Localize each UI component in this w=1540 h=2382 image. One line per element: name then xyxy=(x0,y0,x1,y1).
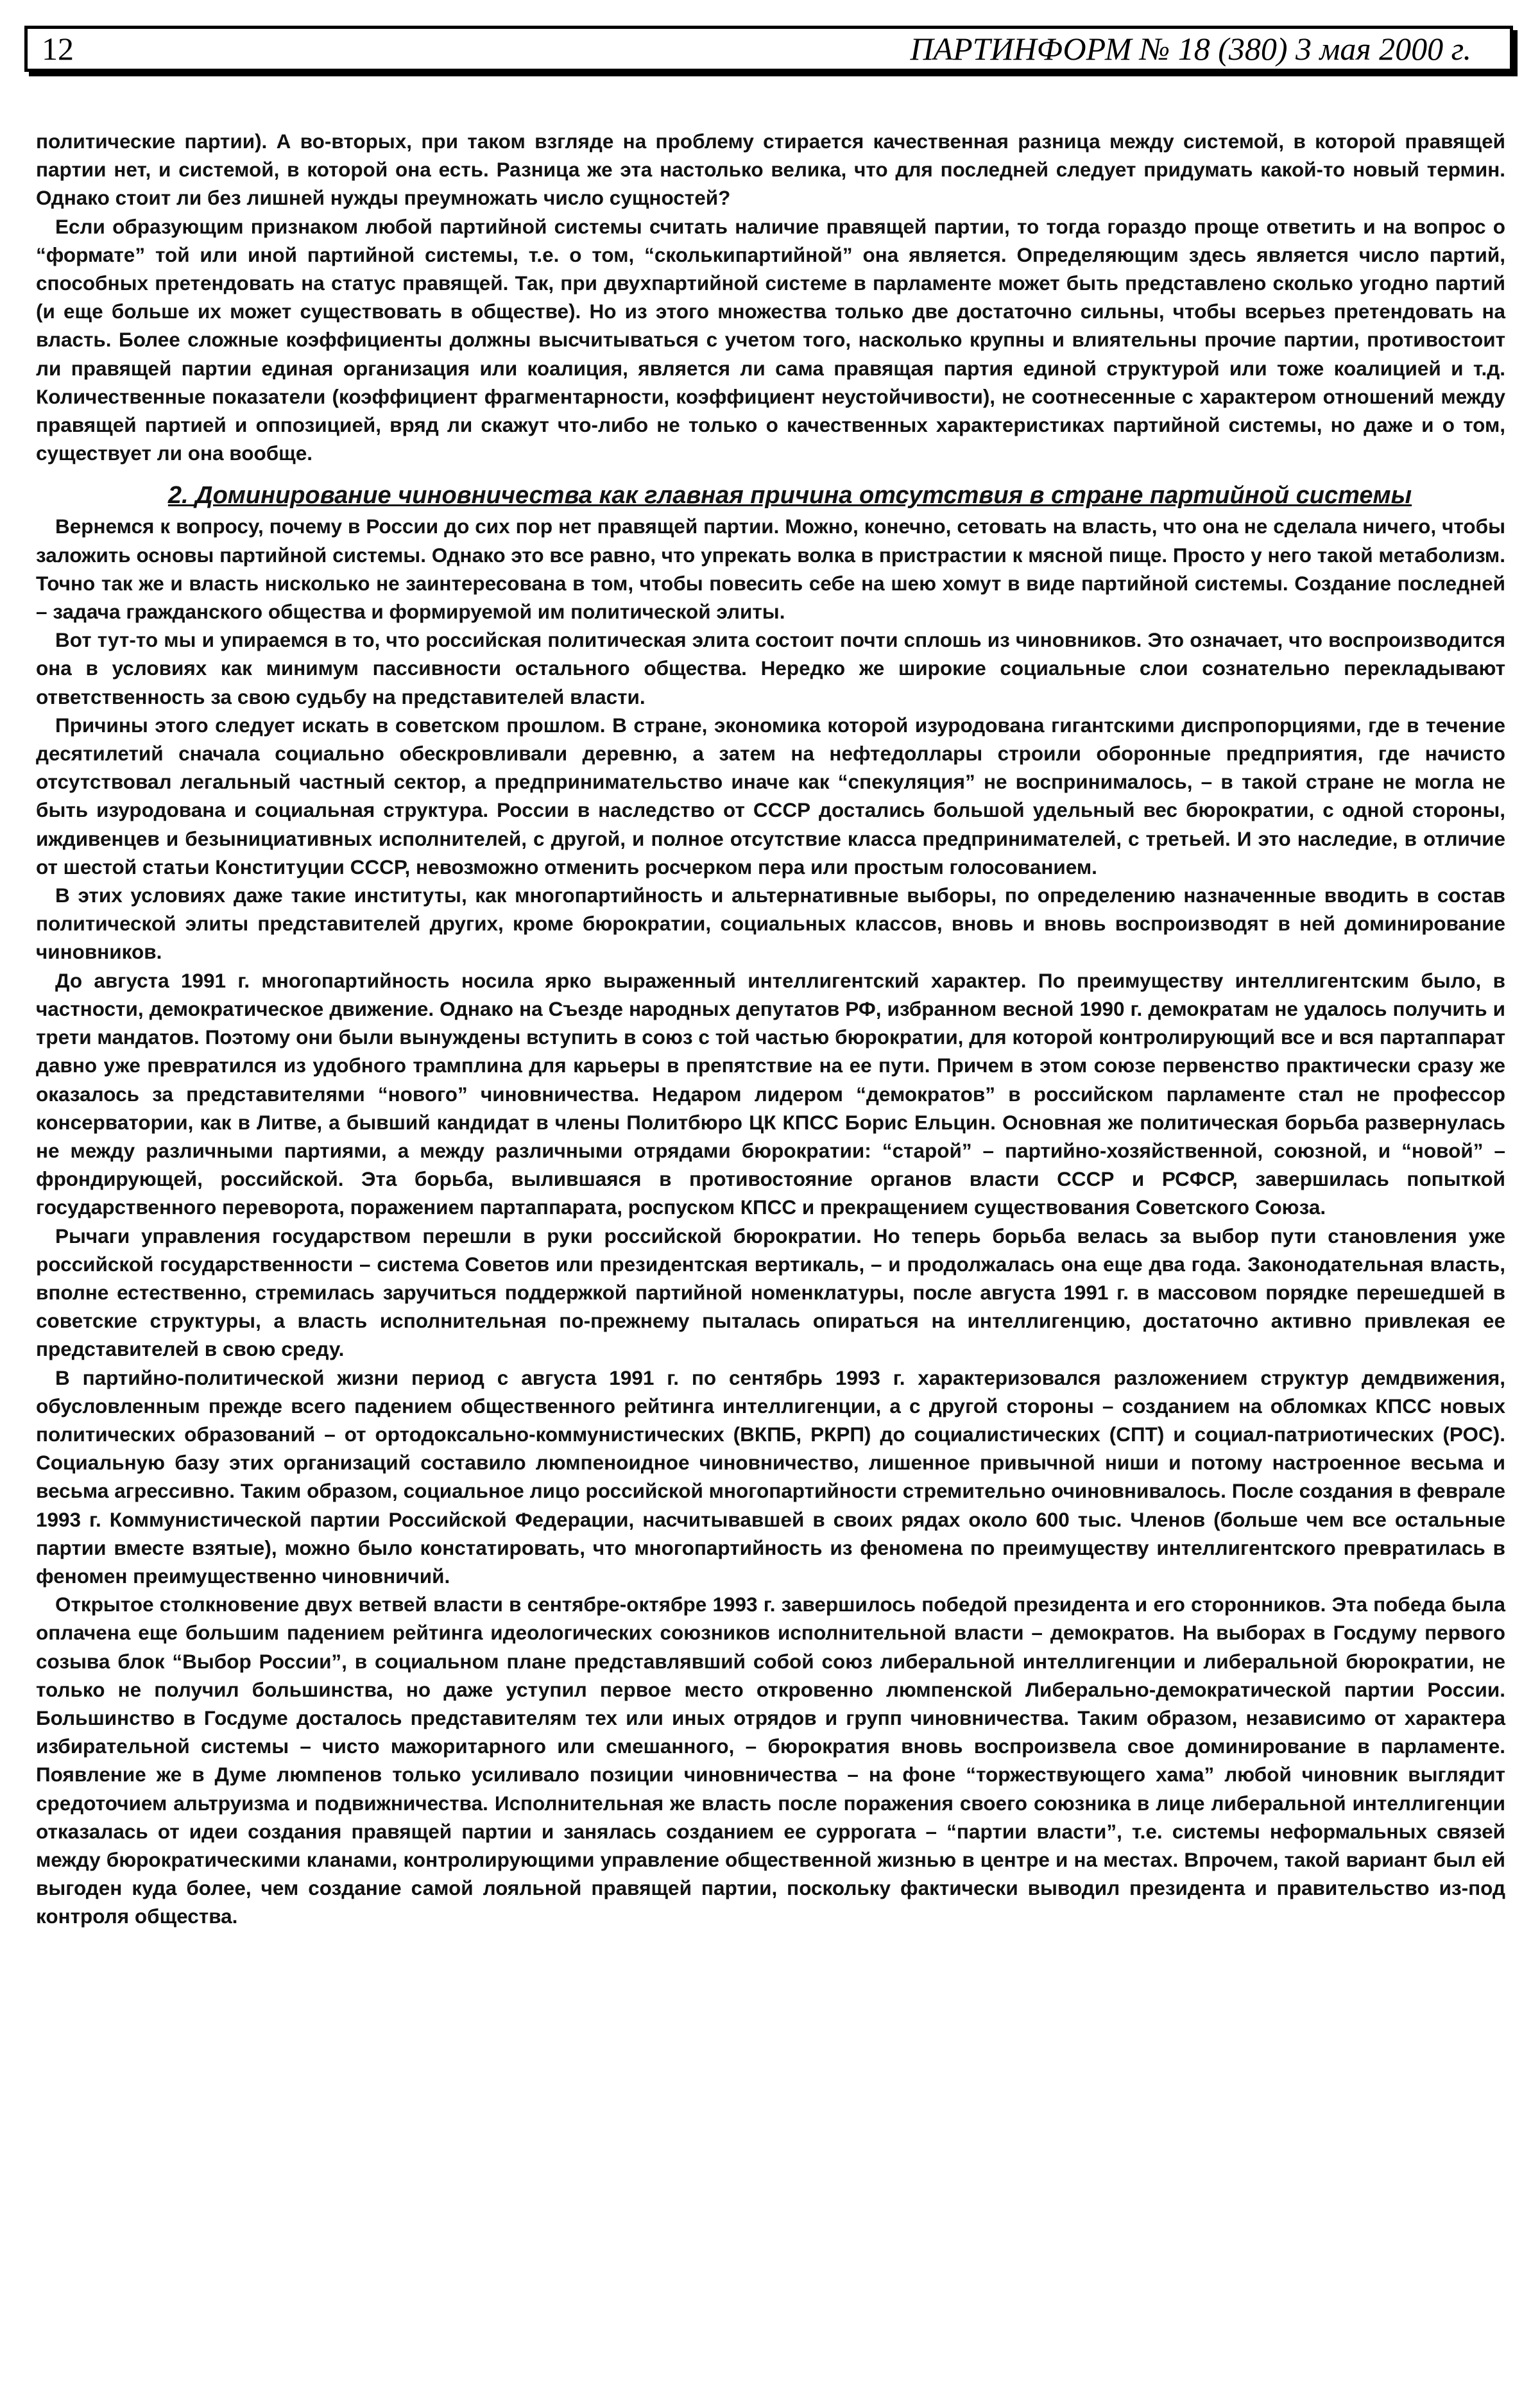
paragraph: В этих условиях даже такие институты, как многопартийность и альтернативные выборы, по определению назначенные вводить в состав политической элиты представителей других, кроме бюрократии, социальных классов, вновь и вновь воспроизводят в ней доминирование чиновников. xyxy=(36,884,1505,964)
paragraph: Причины этого следует искать в советском прошлом. В стране, экономика которой изуродована гигантскими диспропорциями, где в течение десятилетий сначала социально обескровливали деревню, а затем на нефтедоллары строили оборонные предприятия, где начисто отсутствовал легальный частный сектор, а предпринимательство иначе как “спекуляция” не воспринималось, – в такой стране не могла не быть изуродована и социальная структура. России в наследство от СССР достались большой удельный вес бюрократии, с одной стороны, иждивенцев и безынициативных исполнителей, с другой, и полное отсутствие класса предпринимателей, с третьей. И это наследие, в отличие от шестой статьи Конституции СССР, невозможно отменить росчерком пера или простым голосованием. xyxy=(36,713,1505,878)
article-body xyxy=(36,127,1505,1931)
issue-title: ПАРТИНФОРМ № 18 (380) 3 мая 2000 г. xyxy=(910,31,1471,67)
paragraph: Вот тут-то мы и упираемся в то, что российская политическая элита состоит почти сплошь из чиновников. Это означает, что воспроизводится она в условиях как минимум пассивности остального общества. Нередко же широкие социальные слои сознательно перекладывают ответственность за свою судьбу на представителей власти. xyxy=(36,628,1505,708)
page-header xyxy=(24,26,1513,72)
section-number: 2. xyxy=(167,482,189,510)
paragraph: политические партии). А во-вторых, при таком взгляде на проблему стирается качественная разница между системой, в которой правящей партии нет, и системой, в которой она есть. Разница же эта настолько велика, что для последней следует придумать какой-то новый термин. Однако стоит ли без лишней нужды преумножать число сущностей? xyxy=(36,130,1505,210)
paragraph: Открытое столкновение двух ветвей власти в сентябре-октябре 1993 г. завершилось победой президента и его сторонников. Эта победа была оплачена еще большим падением рейтинга идеологических союзников исполнительной власти – демократов. На выборах в Госдуму первого созыва блок “Выбор России”, в социальном плане представлявший собой союз либеральной интеллигенции и либеральной бюрократии, не только не получил большинства, но даже уступил первое место откровенно люмпенской Либерально-демократической партии России. Большинство в Госдуме досталось представителям тех или иных отрядов и групп чиновничества. Таким образом, независимо от характера избирательной системы – чисто мажоритарного или смешанного, – бюрократия вновь воспроизвела свое доминирование в парламенте. Появление же в Думе люмпенов только усиливало позиции чиновничества – на фоне “торжествующего хама” любой чиновник выглядит средоточием альтруизма и подвижничества. Исполнительная же власть после поражения своего союзника в лице либеральной интеллигенции отказалась от идеи создания правящей партии и занялась созданием ее суррогата – “партии власти”, т.е. системы неформальных связей между бюрократическими кланами, контролирующими управление общественной жизнью в центре и на местах. Впрочем, такой вариант был ей выгоден куда более, чем создание самой лояльной правящей партии, поскольку фактически выводил президента и правительство из-под контроля общества. xyxy=(36,1593,1505,1928)
section-heading xyxy=(36,481,1505,510)
paragraph: Если образующим признаком любой партийной системы считать наличие правящей партии, то тогда гораздо проще ответить и на вопрос о “формате” той или иной партийной системы, т.е. о том, “сколькипартийной” она является. Определяющим здесь является число партий, способных претендовать на статус правящей. Так, при двухпартийной системе в парламенте может быть представлено сколько угодно партий (и еще больше их может существовать в обществе). Но из этого множества только две достаточно сильны, чтобы всерьез претендовать на власть. Более сложные коэффициенты должны высчитываться с учетом того, насколько крупны и влиятельны прочие партии, противостоит ли правящей партии единая организация или коалиция, является ли сама правящая партия единой структурой или тоже коалицией и т.д. Количественные показатели (коэффициент фрагментарности, коэффициент неустойчивости), не соотнесенные с характером отношений между правящей партией и оппозицией, вряд ли скажут что-либо не только о качественных характеристиках партийной системы, но даже и о том, существует ли она вообще. xyxy=(36,214,1505,465)
paragraph: В партийно-политической жизни период с августа 1991 г. по сентябрь 1993 г. характеризовался разложением структур демдвижения, обусловленным прежде всего падением общественного рейтинга интеллигенции, а с другой стороны – созданием на обломках КПСС новых политических образований – от ортодоксально-коммунистических (ВКПБ, РКРП) до социалистических (СПТ) и социал-патриотических (РОС). Социальную базу этих организаций составило люмпеноидное чиновничество, лишенное привычной ниши и потому настроенное весьма и весьма агрессивно. Таким образом, социальное лицо российской многопартийности стремительно очиновнивалось. После создания в феврале 1993 г. Коммунистической партии Российской Федерации, насчитывавшей в своих рядах около 600 тыс. Членов (больше чем все остальные партии вместе взятые), можно было констатировать, что многопартийность из феномена по преимуществу интеллигентского превратилась в феномен преимущественно чиновничий. xyxy=(36,1366,1505,1588)
paragraph: До августа 1991 г. многопартийность носила ярко выраженный интеллигентский характер. По преимуществу интеллигентским было, в частности, демократическое движение. Однако на Съезде народных депутатов РФ, избранном весной 1990 г. демократам не удалось получить и трети мандатов. Поэтому они были вынуждены вступить в союз с той частью бюрократии, для которой контролирующий все и вся партаппарат давно уже превратился из удобного трамплина для карьеры в препятствие на ее пути. Причем в этом союзе первенство практически сразу же оказалось за представителями “нового” чиновничества. Недаром лидером “демократов” в российском парламенте стал не профессор консерватории, как в Литве, а бывший кандидат в члены Политбюро ЦК КПСС Борис Ельцин. Основная же политическая борьба развернулась не между различными партиями, а между различными отрядами бюрократии: “старой” – партийно-хозяйственной, союзной, и “новой” – фрондирующей, российской. Эта борьба, вылившаяся в противостояние органов власти СССР и РСФСР, завершилась попыткой государственного переворота, поражением партаппарата, роспуском КПСС и прекращением существования Советского Союза. xyxy=(36,968,1505,1219)
paragraph: Рычаги управления государством перешли в руки российской бюрократии. Но теперь борьба велась за выбор пути становления уже российской государственности – система Советов или президентская вертикаль, – и продолжалась она еще два года. Законодательная власть, вполне естественно, стремилась заручиться поддержкой партийной номенклатуры, после августа 1991 г. в массовом порядке перешедшей в советские структуры, а власть исполнительная по-прежнему пыталась опираться на интеллигенцию, достаточно активно привлекая ее представителей в свою среду. xyxy=(36,1224,1505,1361)
page-number: 12 xyxy=(42,31,74,67)
paragraph: Вернемся к вопросу, почему в России до сих пор нет правящей партии. Можно, конечно, сетовать на власть, что она не сделала ничего, чтобы заложить основы партийной системы. Однако это все равно, что упрекать волка в пристрастии к мясной пище. Просто у него такой метаболизм. Точно так же и власть нисколько не заинтересована в том, чтобы повесить себе на шею хомут в виде партийной системы. Создание последней – задача гражданского общества и формируемой им политической элиты. xyxy=(36,515,1505,624)
section-title: Доминирование чиновничества как главная причина отсутствия в стране партийной системы xyxy=(195,482,1412,510)
